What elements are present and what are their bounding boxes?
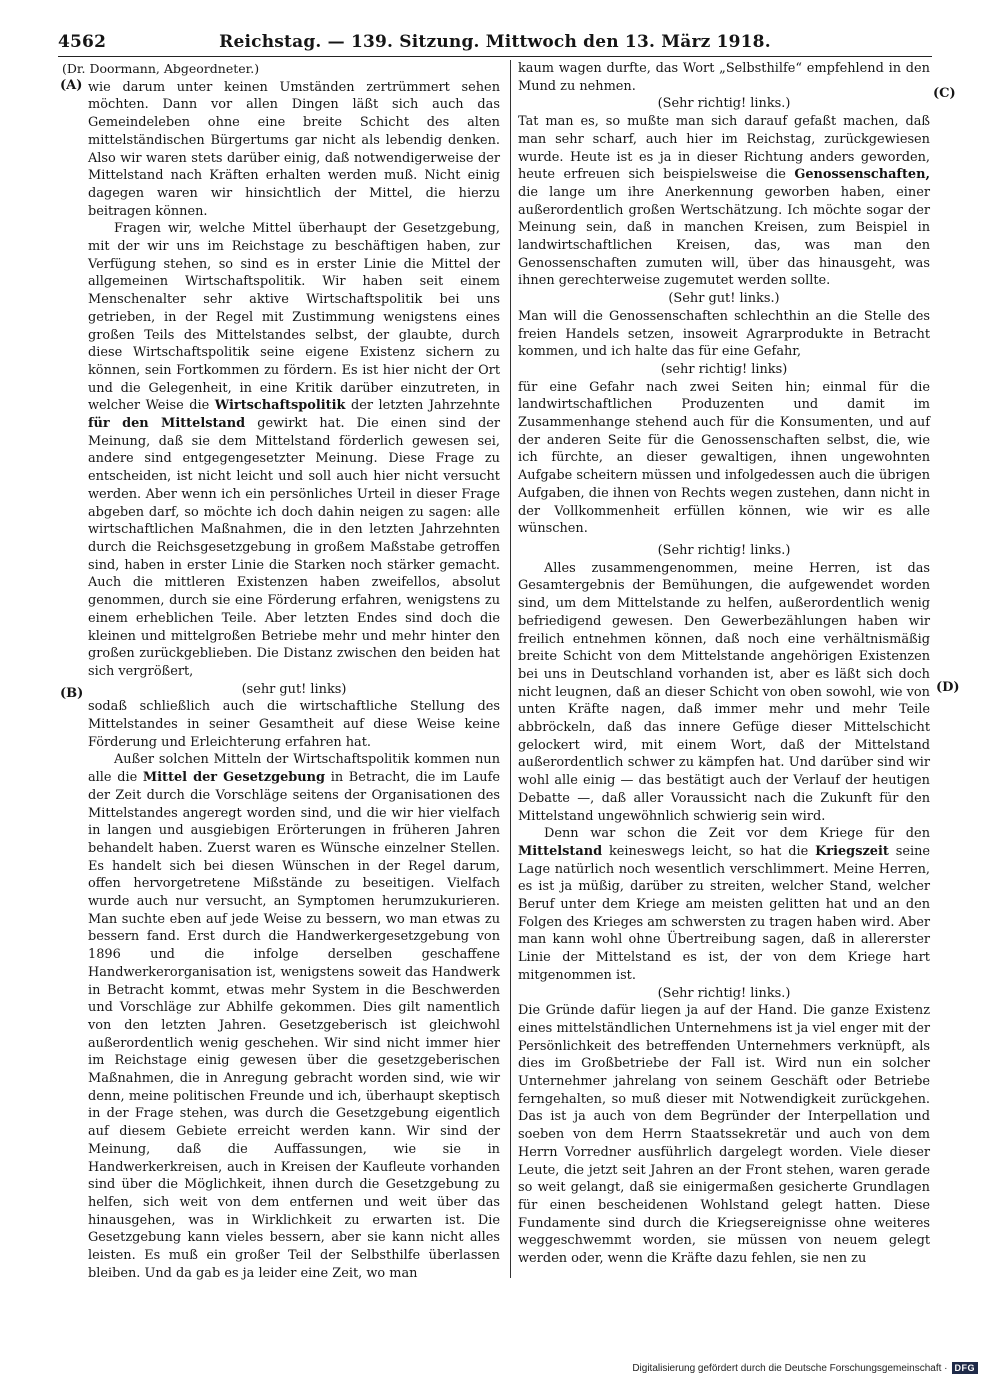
margin-marker-b: (B) (60, 686, 84, 701)
speaker-note: (Dr. Doormann, Abgeordneter.) (62, 61, 260, 76)
emphasis: Mittel der Gesetzgebung (142, 770, 326, 786)
margin-marker-c: (C) (933, 86, 956, 101)
interjection: (Sehr richtig! links.) (657, 542, 791, 558)
paragraph: Außer solchen Mitteln der Wirtschaftspolitik kommen nun alle die Mittel der Gesetzgebung in Betracht, die im Laufe der Zeit durch die Vorschläge seitens der Organisationen des Mittelstandes angeregt worden sind, und die wir hier vielfach in langen und ausgiebigen Erörterungen in früheren Jahren behandelt haben. Zuerst waren es Wünsche einzelner Stellen. Es handelt sich bei diesen Wünschen in der Regel darum, offen hervorgetretene Mißstände zu beseitigen. Vielfach wurde auch nur versucht, an Symptomen herumzukurieren. Man suchte eben auf jede Weise zu bessern, wo man etwas zu bessern fand. Erst durch die Handwerkergesetzgebung von 1896 und die infolge derselben geschaffene Handwerkerorganisation ist, wenigstens soweit das Handwerk in Betracht kommt, etwas mehr System in die Beschwerden und Vorschläge zur Abhilfe gekommen. Dies gilt namentlich von den letzten Jahren. Gesetzgeberisch ist gleichwohl außerordentlich wenig geschehen. Wir sind nicht immer hier im Reichstage einig gewesen über die gesetzgeberischen Maßnahmen, die in Anregung gebracht worden sind, wie wir denn, meine politischen Freunde und ich, überhaupt skeptisch in der Frage stehen, was durch die Gesetzgebung eigentlich auf diesem Gebiete erreicht werden kann. Wir sind der Meinung, daß die Auffassungen, wie sie in Handwerkerkreisen, auch in Kreisen der Kaufleute vorhanden sind über die Möglichkeit, ihnen durch die Gesetzgebung zu helfen, sich weit von dem entfernen und weit über das hinausgehen, was in Wirklichkeit zu erwarten ist. Die Gesetzgebung kann vieles bessern, aber sie kann nicht alles leisten. Es muß ein großer Teil der Selbsthilfe überlassen bleiben. Und da gab es ja leider eine Zeit, wo man (88, 752, 500, 1281)
margin-marker-a: (A) (60, 78, 83, 93)
emphasis: Wirtschaftspolitik (214, 398, 346, 414)
paragraph: Denn war schon die Zeit vor dem Kriege für den Mittelstand keineswegs leicht, so hat die Kriegszeit seine Lage natürlich noch wesentlich verschlimmert. Meine Herren, es ist ja müßig, darüber zu streiten, welcher Stand, welcher Beruf unter dem Kriege am meisten gelitten hat und an den Folgen des Krieges am schwersten zu tragen haben wird. Aber man kann wohl ohne Übertreibung sagen, daß in allererster Linie der Mittelstand es ist, der von dem Kriege hart mitgenommen ist. (518, 826, 931, 983)
header-rule (58, 56, 932, 57)
paragraph: Fragen wir, welche Mittel überhaupt der Gesetzgebung, mit der wir uns im Reichstage zu beschäftigen haben, zur Verfügung stehen, so sind es in erster Linie die Mittel der allgemeinen Wirtschaftspolitik. Wir haben seit einem Menschenalter sehr aktive Wirtschaftspolitik bei uns getrieben, in der Regel mit Zustimmung wenigstens eines großen Teils des Mittelstandes selbst, der glaubte, durch diese Wirtschaftspolitik seine eigene Existenz sichern zu können, sein Fortkommen zu fördern. Es ist hier nicht der Ort und die Gelegenheit, in eine Kritik darüber einzutreten, in welcher Weise die Wirtschaftspolitik der letzten Jahrzehnte für den Mittelstand gewirkt hat. Die einen sind der Meinung, daß sie dem Mittelstand förderlich gewesen sei, andere sind entgegengesetzter Meinung. Diese Frage zu entscheiden, ist nicht leicht und soll auch hier nicht versucht werden. Aber wenn ich ein persönliches Urteil in dieser Frage abgeben darf, so möchte ich doch dahin neigen zu sagen: alle wirtschaftlichen Maßnahmen, die in den letzten Jahrzehnten durch die Reichsgesetzgebung in großem Maßstabe getroffen sind, haben in erster Linie die Starken noch stärker gemacht. Auch die mittleren Existenzen haben zweifellos, absolut genommen, durch sie eine Förderung erfahren, wenigstens zu einem erheblichen Teile. Aber letzten Endes sind doch die kleinen und mittelgroßen Betriebe mehr und mehr hinter den großen zurückgeblieben. Die Distanz zwischen den beiden hat sich vergrößert, (88, 221, 500, 679)
emphasis: Kriegszeit (815, 843, 889, 859)
emphasis: Genossenschaften, (794, 167, 930, 183)
margin-marker-d: (D) (936, 680, 960, 695)
interjection: (sehr richtig! links) (660, 361, 788, 377)
paragraph: Tat man es, so mußte man sich darauf gefaßt machen, daß man sehr scharf, auch hier im Reichstag, zurückgewiesen wurde. Heute ist es ja in dieser Richtung anders geworden, heute erfreuen sich beispielsweise die Genossenschaften, die lange um ihre Anerkennung geworben haben, einer außerordentlich großen Wertschätzung. Ich möchte sogar der Meinung sein, daß in manchen Kreisen, zum Beispiel in landwirtschaftlichen Kreisen, das, was man den Genossenschaften zumuten will, über das hinausgeht, was ihnen gerechterweise zugemutet werden sollte. (518, 114, 930, 289)
paragraph: Die Gründe dafür liegen ja auf der Hand. Die ganze Existenz eines mittelständlichen Unternehmens ist ja viel enger mit der Persönlichkeit des betreffenden Unternehmers verknüpft, als dies im Großbetriebe der Fall ist. Wird nun ein solcher Unternehmer jahrelang von seinem Geschäft oder Betriebe ferngehalten, so muß dieser mit Notwendigkeit zurückgehen. Das ist ja auch von dem Begründer der Interpellation und soeben von dem Herrn Staatssekretär und auch von dem Herrn Vorredner ausführlich dargelegt worden. Viele dieser Leute, die jetzt seit Jahren an der Front stehen, waren gerade so weit gelangt, daß sie einigermaßen gesicherte Grundlagen für einen bescheidenen Wohlstand gelegt hatten. Diese Fundamente sind durch die Kriegsereignisse ohne weiteres weggeschwemmt worden, sie müssen von neuem gelegt werden oder, wenn die Kräfte dazu fehlen, sie nen zu (518, 1003, 930, 1267)
column-divider (510, 60, 511, 1278)
paragraph: Alles zusammengenommen, meine Herren, ist das Gesamtergebnis der Bemühungen, die aufgewendet worden sind, um dem Mittelstande zu helfen, außerordentlich wenig befriedigend gewesen. Den Gewerbezählungen haben wir freilich entnehmen können, daß noch eine verhältnismäßig breite Schicht von dem Mittelstande angehörigen Existenzen bei uns in Deutschland vorhanden ist, aber es läßt sich doch nicht leugnen, daß an dieser Schicht von oben sowohl, wie von unten Kräfte nagen, daß immer mehr und mehr Teile abbröckeln, daß das innere Gefüge dieser Mittelschicht gelockert wird, mit einem Wort, daß der Mittelstand außerordentlich schwer zu kämpfen hat. Und darüber sind wir wohl alle einig — das bestätigt auch der Verlauf der heutigen Debatte —, daß aller Voraussicht nach die Zukunft für den Mittelstand ungewöhnlich schwierig sein wird. (518, 560, 930, 824)
page-header (58, 30, 932, 54)
footer-text: Digitalisierung gefördert durch die Deutsche Forschungsgemeinschaft · (632, 1362, 948, 1374)
interjection: (Sehr richtig! links.) (657, 985, 791, 1001)
page-title: Reichstag. — 139. Sitzung. Mittwoch den 13. März 1918. (219, 32, 771, 52)
paragraph: für eine Gefahr nach zwei Seiten hin; einmal für die landwirtschaftlichen Produzenten und damit im Zusammenhange stehend auch für die Konsumenten, und auf der anderen Seite für die Genossenschaften selbst, die, wie ich fürchte, an dieser gewaltigen, ihnen ungewohnten Aufgabe scheitern müssen und infolgedessen auch die übrigen Aufgaben, die ihnen von Rechts wegen zustehen, dann nicht in der Vollkommenheit erfüllen können, wie wir es alle wünschen. (518, 379, 930, 537)
paragraph: wie darum unter keinen Umständen zertrümmert sehen möchten. Dann vor allen Dingen läßt sich auch das Gemeindeleben ohne eine breite Schicht des alten mittelständischen Bürgertums gar nicht als lebendig denken. Also wir waren stets darüber einig, daß notwendigerweise der Mittelstand nach Kräften erhalten werden muß. Nicht einig dagegen waren wir hinsichtlich der Mittel, die hierzu beitragen können. (88, 79, 500, 219)
interjection: (Sehr richtig! links.) (657, 96, 791, 112)
emphasis: für den Mittelstand (88, 416, 246, 432)
page-number: 4562 (58, 32, 107, 52)
footer-credit (632, 1362, 978, 1374)
paragraph: kaum wagen durfte, das Wort „Selbsthilfe“ empfehlend in den Mund zu nehmen. (518, 61, 930, 94)
left-column (62, 60, 500, 1283)
dfg-logo: DFG (952, 1362, 979, 1374)
paragraph: Man will die Genossenschaften schlechthin an die Stelle des freien Handels setzen, insoweit Agrarprodukte in Betracht kommen, und ich halte das für eine Gefahr, (518, 308, 930, 360)
interjection: (Sehr gut! links.) (668, 291, 780, 307)
emphasis: Mittelstand (518, 843, 603, 859)
right-column (518, 60, 930, 1268)
paragraph: sodaß schließlich auch die wirtschaftliche Stellung des Mittelstandes in seiner Gesamtheit auf diese Weise keine Förderung und Erleichterung erfahren hat. (88, 699, 500, 750)
interjection: (sehr gut! links) (241, 681, 347, 697)
